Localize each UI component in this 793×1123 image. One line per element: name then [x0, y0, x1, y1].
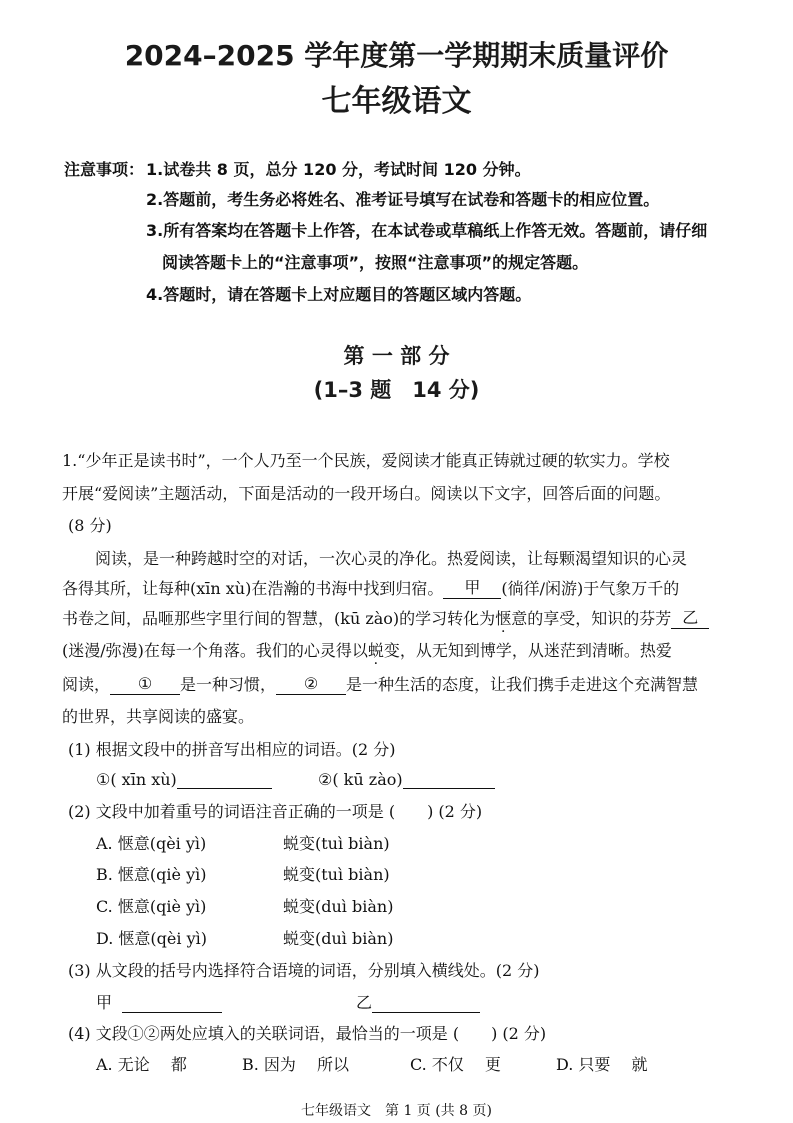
page-footer: 七年级语文 第 1 页 (共 8 页) [301, 1103, 492, 1119]
part-title: 第 一 部 分 [343, 344, 450, 368]
q1-sub3-text: (3) 从文段的括号内选择符合语境的词语，分别填入横线处。(2 分) [68, 961, 540, 980]
sub2-option-b-right: 蜕变(tuì biàn) [283, 865, 390, 884]
passage-line4-a: (迷漫/弥漫)在每一个角落。我们的心灵得以 [62, 641, 368, 660]
passage-line2-a: 各得其所，让每种(xīn xù)在浩瀚的书海中找到归宿。 [62, 579, 444, 598]
q1-sub2-text: (2) 文段中加着重号的词语注音正确的一项是 ( ) (2 分) [68, 802, 483, 821]
passage-line3-a: 书卷之间，品咂那些字里行间的智慧，(kū zào)的学习转化为 [62, 609, 496, 628]
sub2-option-a-right: 蜕变(tuì biàn) [283, 834, 390, 853]
sub2-option-a-left[interactable]: A. 惬意(qèi yì) [96, 834, 207, 853]
exam-title: 2024–2025 学年度第一学期期末质量评价 [124, 39, 669, 72]
passage-line5 [62, 672, 698, 695]
passage-line5-b: 是一种习惯， [180, 675, 277, 694]
passage-line5-a: 阅读， [62, 675, 111, 694]
blank-1: ① [110, 674, 180, 695]
passage-line3 [62, 606, 709, 629]
blank-jia: 甲 [443, 578, 501, 599]
sub1-pinyin-a: ①( xīn xù) [96, 770, 177, 789]
sub1-answer-b-blank[interactable] [403, 768, 495, 789]
q1-sub1-row [96, 768, 272, 789]
sub2-option-d-left[interactable]: D. 惬意(qèi yì) [96, 929, 207, 948]
part-subtitle: (1–3 题 14 分) [313, 378, 480, 402]
q1-sub3-row-b [356, 990, 480, 1013]
passage-line3-b: 意的享受，知识的芬芳 [511, 609, 672, 628]
sub3-answer-jia-blank[interactable] [122, 992, 222, 1013]
passage-line4 [62, 638, 672, 661]
sub2-option-c-left[interactable]: C. 惬意(qiè yì) [96, 897, 207, 916]
passage-line4-b: 变，从无知到博学，从迷茫到清晰。热爱 [383, 641, 672, 660]
exam-subtitle: 七年级语文 [321, 84, 472, 119]
q1-score: (8 分) [68, 516, 112, 535]
q1-sub3-row-a [96, 990, 222, 1013]
q1-sub4-text: (4) 文段①②两处应填入的关联词语，最恰当的一项是 ( ) (2 分) [68, 1024, 547, 1043]
sub2-option-c-right: 蜕变(duì biàn) [283, 897, 394, 916]
sub3-answer-yi-blank[interactable] [372, 992, 480, 1013]
blank-2: ② [276, 674, 346, 695]
notes-label: 注意事项： [64, 160, 145, 179]
note-item-1: 1.试卷共 8 页，总分 120 分，考试时间 120 分钟。 [146, 160, 531, 179]
q1-stem-line2: 开展“爱阅读”主题活动，下面是活动的一段开场白。阅读以下文字，回答后面的问题。 [62, 484, 671, 503]
sub1-pinyin-b: ②( kū zào) [318, 770, 403, 789]
emphasis-char-qie: 惬 [495, 609, 512, 628]
passage-line5-c: 是一种生活的态度，让我们携手走进这个充满智慧 [346, 675, 699, 694]
sub2-option-b-left[interactable]: B. 惬意(qiè yì) [96, 865, 207, 884]
sub1-answer-a-blank[interactable] [177, 768, 272, 789]
passage-line2-b: (徜徉/闲游)于气象万千的 [501, 579, 680, 598]
sub4-option-c[interactable]: C. 不仅 更 [410, 1055, 501, 1074]
note-item-3-cont: 阅读答题卡上的“注意事项”，按照“注意事项”的规定答题。 [162, 253, 589, 272]
sub3-label-jia: 甲 [96, 993, 113, 1012]
sub4-option-a[interactable]: A. 无论 都 [96, 1055, 187, 1074]
q1-sub1-text: (1) 根据文段中的拼音写出相应的词语。(2 分) [68, 740, 396, 759]
sub4-option-d[interactable]: D. 只要 就 [556, 1055, 648, 1074]
sub4-option-b[interactable]: B. 因为 所以 [242, 1055, 350, 1074]
note-item-3: 3.所有答案均在答题卡上作答，在本试卷或草稿纸上作答无效。答题前，请仔细 [146, 221, 708, 240]
passage-line6: 的世界，共享阅读的盛宴。 [62, 707, 255, 726]
passage-line1: 阅读，是一种跨越时空的对话，一次心灵的净化。热爱阅读，让每颗渴望知识的心灵 [95, 549, 688, 568]
note-item-4: 4.答题时，请在答题卡上对应题目的答题区域内答题。 [146, 285, 532, 304]
note-item-2: 2.答题前，考生务必将姓名、准考证号填写在试卷和答题卡的相应位置。 [146, 190, 660, 209]
blank-yi: 乙 [671, 608, 709, 629]
sub3-label-yi: 乙 [356, 993, 373, 1012]
q1-stem-line1: 1.“少年正是读书时”，一个人乃至一个民族，爱阅读才能真正铸就过硬的软实力。学校 [62, 451, 670, 470]
q1-sub1-row-b [318, 768, 495, 789]
passage-line2 [62, 576, 679, 599]
emphasis-char-tui: 蜕 [367, 641, 384, 660]
sub2-option-d-right: 蜕变(duì biàn) [283, 929, 394, 948]
